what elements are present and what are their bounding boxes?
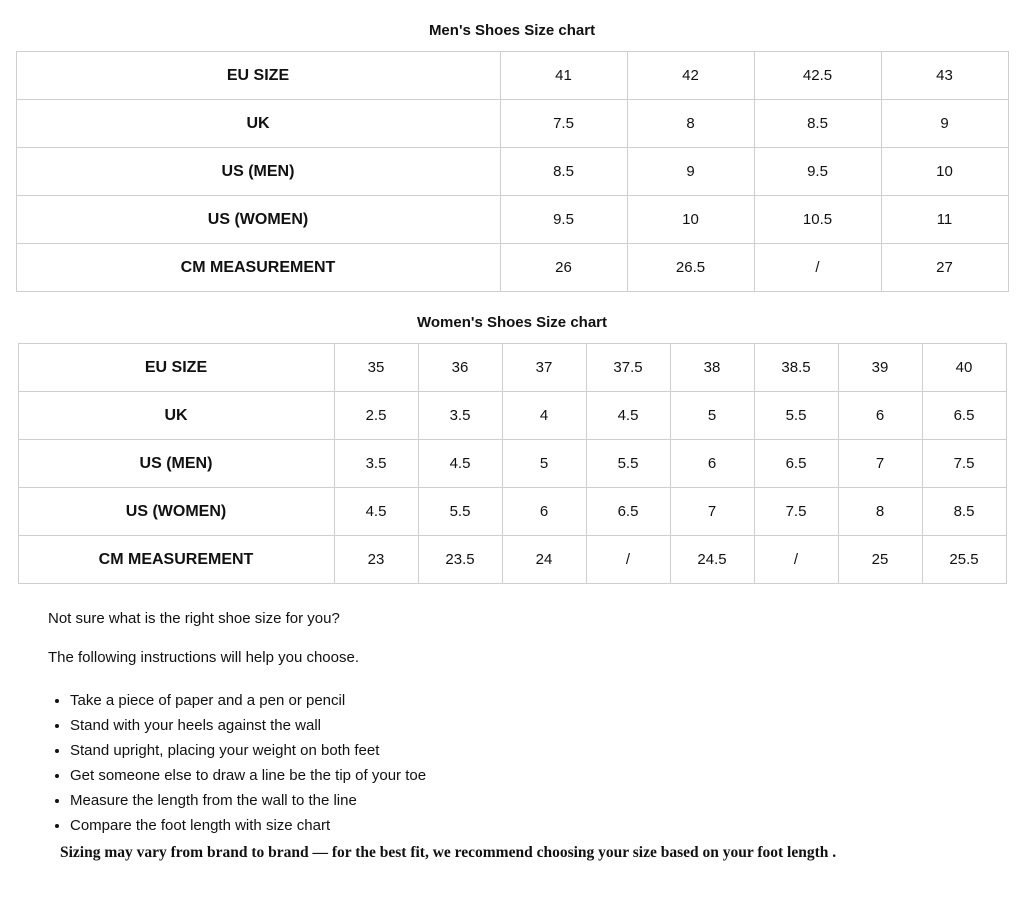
table-cell: 8 [627,100,754,148]
table-cell: 42.5 [754,52,881,100]
table-cell: 24 [502,536,586,584]
row-label: US (MEN) [18,440,334,488]
table-row [16,100,1008,148]
table-cell: 27 [881,244,1008,292]
table-cell: 7.5 [500,100,627,148]
table-row [18,488,1006,536]
table-cell: 43 [881,52,1008,100]
mens-size-table [16,51,1009,292]
instructions-question: Not sure what is the right shoe size for you? [48,610,340,627]
table-cell: 23 [334,536,418,584]
table-cell: 10.5 [754,196,881,244]
table-cell: 6.5 [754,440,838,488]
table-row [18,536,1006,584]
table-cell: 9 [627,148,754,196]
table-cell: 8.5 [754,100,881,148]
list-item: • Measure the length from the wall to the line [70,788,968,813]
table-cell: 5.5 [586,440,670,488]
sizing-disclaimer: Sizing may vary from brand to brand — for the best fit, we recommend choosing your size based on your foot length . [60,844,837,861]
table-cell: 3.5 [334,440,418,488]
table-cell: 7 [670,488,754,536]
table-cell: 6 [838,392,922,440]
row-label: US (WOMEN) [18,488,334,536]
table-cell: 11 [881,196,1008,244]
table-cell: 10 [881,148,1008,196]
instructions-section [48,610,968,862]
table-cell: 4.5 [586,392,670,440]
row-label: CM MEASUREMENT [16,244,500,292]
table-cell: 9.5 [500,196,627,244]
size-chart-page [0,22,1024,921]
list-item: • Compare the foot length with size chart [70,813,968,838]
table-cell: 26.5 [627,244,754,292]
table-cell: 42 [627,52,754,100]
table-cell: 6.5 [586,488,670,536]
table-cell: 38.5 [754,344,838,392]
womens-size-table [18,343,1007,584]
table-cell: 35 [334,344,418,392]
instructions-intro: The following instructions will help you choose. [48,649,359,666]
table-cell: 24.5 [670,536,754,584]
table-row [16,196,1008,244]
list-item: • Stand with your heels against the wall [70,713,968,738]
table-cell: 40 [922,344,1006,392]
table-row [16,148,1008,196]
table-cell: 25 [838,536,922,584]
table-cell: 38 [670,344,754,392]
table-cell: 36 [418,344,502,392]
row-label: US (WOMEN) [16,196,500,244]
table-cell: / [586,536,670,584]
table-row [16,52,1008,100]
row-label: UK [16,100,500,148]
table-row [18,344,1006,392]
list-item: • Stand upright, placing your weight on both feet [70,738,968,763]
table-cell: 41 [500,52,627,100]
table-cell: 4.5 [418,440,502,488]
table-cell: / [754,536,838,584]
row-label: US (MEN) [16,148,500,196]
instructions-list [48,688,968,838]
table-cell: 39 [838,344,922,392]
table-cell: 5.5 [418,488,502,536]
table-cell: 5 [670,392,754,440]
table-cell: 5 [502,440,586,488]
table-cell: 3.5 [418,392,502,440]
table-cell: 7 [838,440,922,488]
table-row [18,440,1006,488]
table-row [16,244,1008,292]
table-cell: 4.5 [334,488,418,536]
table-cell: 9 [881,100,1008,148]
table-cell: 37 [502,344,586,392]
table-row [18,392,1006,440]
row-label: EU SIZE [16,52,500,100]
mens-chart-title: Men's Shoes Size chart [428,22,596,39]
table-cell: 7.5 [922,440,1006,488]
table-cell: 5.5 [754,392,838,440]
table-cell: 7.5 [754,488,838,536]
list-item: • Take a piece of paper and a pen or pencil [70,688,968,713]
table-cell: 37.5 [586,344,670,392]
table-cell: 6.5 [922,392,1006,440]
table-cell: 4 [502,392,586,440]
womens-chart-title: Women's Shoes Size chart [416,314,607,331]
table-cell: 25.5 [922,536,1006,584]
table-cell: 10 [627,196,754,244]
table-cell: 23.5 [418,536,502,584]
table-cell: / [754,244,881,292]
table-cell: 9.5 [754,148,881,196]
table-cell: 6 [670,440,754,488]
row-label: EU SIZE [18,344,334,392]
table-cell: 8.5 [922,488,1006,536]
row-label: CM MEASUREMENT [18,536,334,584]
row-label: UK [18,392,334,440]
list-item: • Get someone else to draw a line be the tip of your toe [70,763,968,788]
table-cell: 2.5 [334,392,418,440]
table-cell: 8.5 [500,148,627,196]
table-cell: 26 [500,244,627,292]
table-cell: 8 [838,488,922,536]
table-cell: 6 [502,488,586,536]
